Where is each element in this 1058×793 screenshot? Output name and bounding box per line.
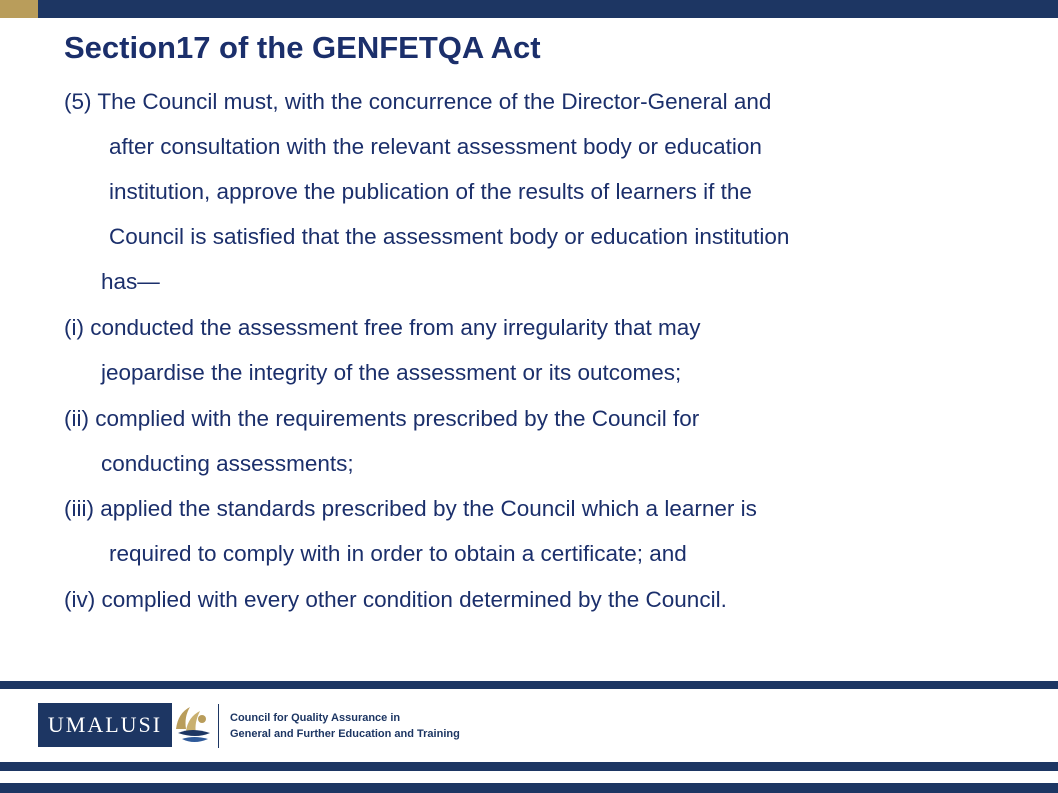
org-name-line-1: Council for Quality Assurance in [230, 712, 401, 724]
umalusi-emblem-icon [172, 699, 216, 749]
footer-band-middle [0, 762, 1058, 771]
top-accent-bar [0, 0, 38, 18]
body-line: after consultation with the relevant assessment body or education [109, 134, 762, 159]
body-line: (5) The Council must, with the concurrence of the Director-General and [64, 89, 772, 114]
logo-divider [218, 704, 219, 748]
footer-band-bottom [0, 783, 1058, 793]
slide-title: Section17 of the GENFETQA Act [64, 30, 541, 65]
logo-text: UMALUSI [47, 712, 163, 737]
body-line: (ii) complied with the requirements prescribed by the Council for [64, 406, 700, 431]
top-banner-bar [38, 0, 1058, 18]
org-name-line-2: General and Further Education and Training [230, 728, 460, 740]
body-line: conducting assessments; [101, 451, 354, 476]
body-line: jeopardise the integrity of the assessment or its outcomes; [101, 360, 682, 385]
body-line: (iv) complied with every other condition determined by the Council. [64, 587, 727, 612]
body-line: has— [101, 269, 160, 294]
body-line: (i) conducted the assessment free from any irregularity that may [64, 315, 701, 340]
body-line: institution, approve the publication of the results of learners if the [109, 179, 752, 204]
body-line: required to comply with in order to obtain a certificate; and [109, 541, 687, 566]
footer-band-top [0, 681, 1058, 689]
body-line: Council is satisfied that the assessment body or education institution [109, 224, 790, 249]
body-line: (iii) applied the standards prescribed by the Council which a learner is [64, 496, 757, 521]
umalusi-logo [38, 703, 172, 747]
